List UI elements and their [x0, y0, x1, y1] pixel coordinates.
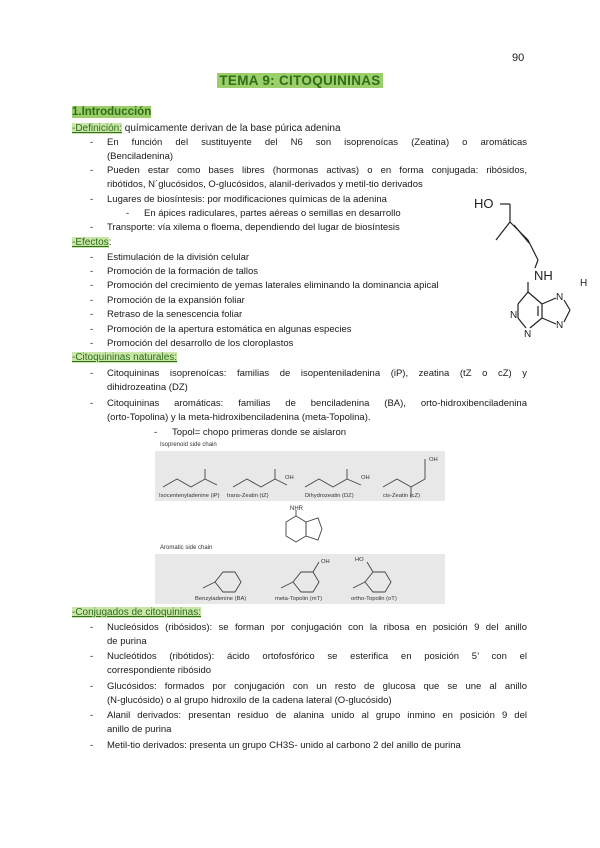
- iso-name: cis-Zeatin (cZ): [383, 493, 421, 499]
- dash-marker: -: [126, 208, 130, 219]
- dash-marker: -: [90, 309, 94, 320]
- ho-label: HO: [474, 196, 494, 211]
- oh-label: OH: [321, 559, 330, 565]
- list-item-continuation: de purina: [107, 636, 147, 647]
- dash-marker: -: [90, 740, 94, 751]
- section-heading-intro: [72, 106, 151, 118]
- list-item: Pueden estar como bases libres (hormonas activas) o en forma conjugada: ribósidos,: [107, 165, 527, 176]
- zeatin-structure-diagram: [470, 188, 590, 350]
- list-item-continuation: (orto-Topolina) y la meta-hidroxibenciladenina (meta-Topolina).: [107, 412, 371, 423]
- n-label: N: [556, 292, 564, 303]
- dash-marker: -: [90, 651, 94, 662]
- efecto-item: Promoción del desarrollo de los cloroplastos: [107, 338, 294, 349]
- dash-marker: -: [90, 252, 94, 263]
- list-item-continuation: (Benciladenina): [107, 151, 174, 162]
- oh-label: OH: [429, 457, 438, 463]
- dash-marker: -: [90, 324, 94, 335]
- aro-name: Benzyladenine (BA): [195, 596, 247, 602]
- aro-name: meta-Topolin (mT): [275, 596, 323, 602]
- n-label: N: [524, 329, 532, 340]
- iso-name: Isocentenyladenine (iP): [159, 493, 220, 499]
- dash-marker: -: [90, 280, 94, 291]
- naturales-key: -Citoquininas naturales:: [72, 352, 178, 363]
- dash-marker: -: [154, 427, 158, 438]
- list-item: Citoquininas isoprenoícas: familias de isopenteniladenina (iP), zeatina (tZ o cZ) y: [107, 368, 527, 379]
- dash-marker: -: [90, 137, 94, 148]
- efecto-item: Retraso de la senescencia foliar: [107, 309, 243, 320]
- dash-marker: -: [90, 368, 94, 379]
- dash-marker: -: [90, 266, 94, 277]
- page-title: [0, 73, 600, 88]
- list-item: Glucósidos: formados por conjugación con un resto de glucosa que se une al anillo: [107, 681, 527, 692]
- efecto-item: Promoción de la formación de tallos: [107, 266, 259, 277]
- oh-label: OH: [361, 475, 370, 481]
- efecto-item: Estimulación de la división celular: [107, 252, 250, 263]
- iso-name: trans-Zeatin (tZ): [227, 493, 269, 499]
- dash-marker: -: [90, 165, 94, 176]
- list-item: Nucleósidos (ribósidos): se forman por conjugación con la ribosa en posición 9 del anillo: [107, 622, 527, 633]
- list-item-continuation: anillo de purina: [107, 724, 172, 735]
- oh-label: OH: [285, 475, 294, 481]
- efecto-item: Promoción de la expansión foliar: [107, 295, 245, 306]
- dash-marker: -: [90, 398, 94, 409]
- definicion-line: [72, 123, 341, 134]
- page-title-text: TEMA 9: CITOQUININAS: [219, 73, 381, 88]
- naturales-line: [72, 352, 177, 363]
- aro-name: ortho-Topolin (oT): [351, 596, 397, 602]
- n-label: N: [510, 310, 518, 321]
- h-label: H: [580, 278, 588, 289]
- conjugados-line: [72, 607, 201, 618]
- aromatic-structures: [155, 554, 445, 604]
- list-item: Metil-tio derivados: presenta un grupo CH3S- unido al carbono 2 del anillo de purina: [107, 740, 461, 751]
- list-item-continuation: dihidrozeatina (DZ): [107, 382, 188, 393]
- iso-name: Dihydrozeatin (DZ): [305, 493, 354, 499]
- list-item-continuation: correspondiente ribósido: [107, 665, 212, 676]
- list-subitem: En ápices radiculares, partes aéreas o semillas en desarrollo: [144, 208, 401, 219]
- conjugados-key: -Conjugados de citoquininas:: [72, 607, 201, 618]
- dash-marker: -: [90, 622, 94, 633]
- definicion-text: químicamente derivan de la base púrica adenina: [122, 123, 341, 134]
- efecto-item: Promoción de la apertura estomática en algunas especies: [107, 324, 352, 335]
- list-item: Citoquininas aromáticas: familias de benciladenina (BA), orto-hidroxibenciladenina: [107, 398, 527, 409]
- purine-core-diagram: [272, 504, 332, 554]
- ho-label: HO: [355, 557, 364, 563]
- page-number: 90: [512, 52, 525, 64]
- isoprenoid-structures: [155, 451, 445, 501]
- efectos-line: [72, 237, 111, 248]
- n-label: N: [556, 320, 564, 331]
- definicion-key: -Definición:: [72, 123, 123, 134]
- list-item-continuation: ribótidos, N´glucósidos, O-glucósidos, alanil-derivados y metil-tio derivados: [107, 179, 423, 190]
- efecto-item: Promoción del crecimiento de yemas laterales eliminando la dominancia apical: [107, 280, 439, 291]
- section-heading-intro-text: 1.Introducción: [72, 106, 152, 118]
- list-item: Lugares de biosíntesis: por modificaciones químicas de la adenina: [107, 194, 387, 205]
- list-item: Alanil derivados: presentan residuo de alanina unido al grupo inmino en posición 9 del: [107, 710, 527, 721]
- dash-marker: -: [90, 222, 94, 233]
- dash-marker: -: [90, 295, 94, 306]
- list-item: Nucleótidos (ribótidos): ácido ortofosfórico se esterifica en posición 5’ con el: [107, 651, 527, 662]
- list-item: Transporte: vía xilema o floema, dependiendo del lugar de biosíntesis: [107, 222, 400, 233]
- isoprenoid-label: Isoprenoid side chain: [160, 442, 217, 448]
- list-subitem: Topol= chopo primeras donde se aislaron: [172, 427, 347, 438]
- aromatic-label: Aromatic side chain: [160, 545, 213, 551]
- dash-marker: -: [90, 710, 94, 721]
- nhr-label: NHR: [290, 506, 303, 512]
- efectos-key: -Efectos: [72, 237, 109, 248]
- dash-marker: -: [90, 194, 94, 205]
- efectos-colon: :: [108, 237, 112, 248]
- list-item: En función del sustituyente del N6 son isoprenoícas (Zeatina) o aromáticas: [107, 137, 527, 148]
- list-item-continuation: (N-glucósido) o al grupo hidroxilo de la cadena lateral (O-glucósido): [107, 695, 392, 706]
- dash-marker: -: [90, 681, 94, 692]
- nh-label: NH: [534, 268, 553, 283]
- dash-marker: -: [90, 338, 94, 349]
